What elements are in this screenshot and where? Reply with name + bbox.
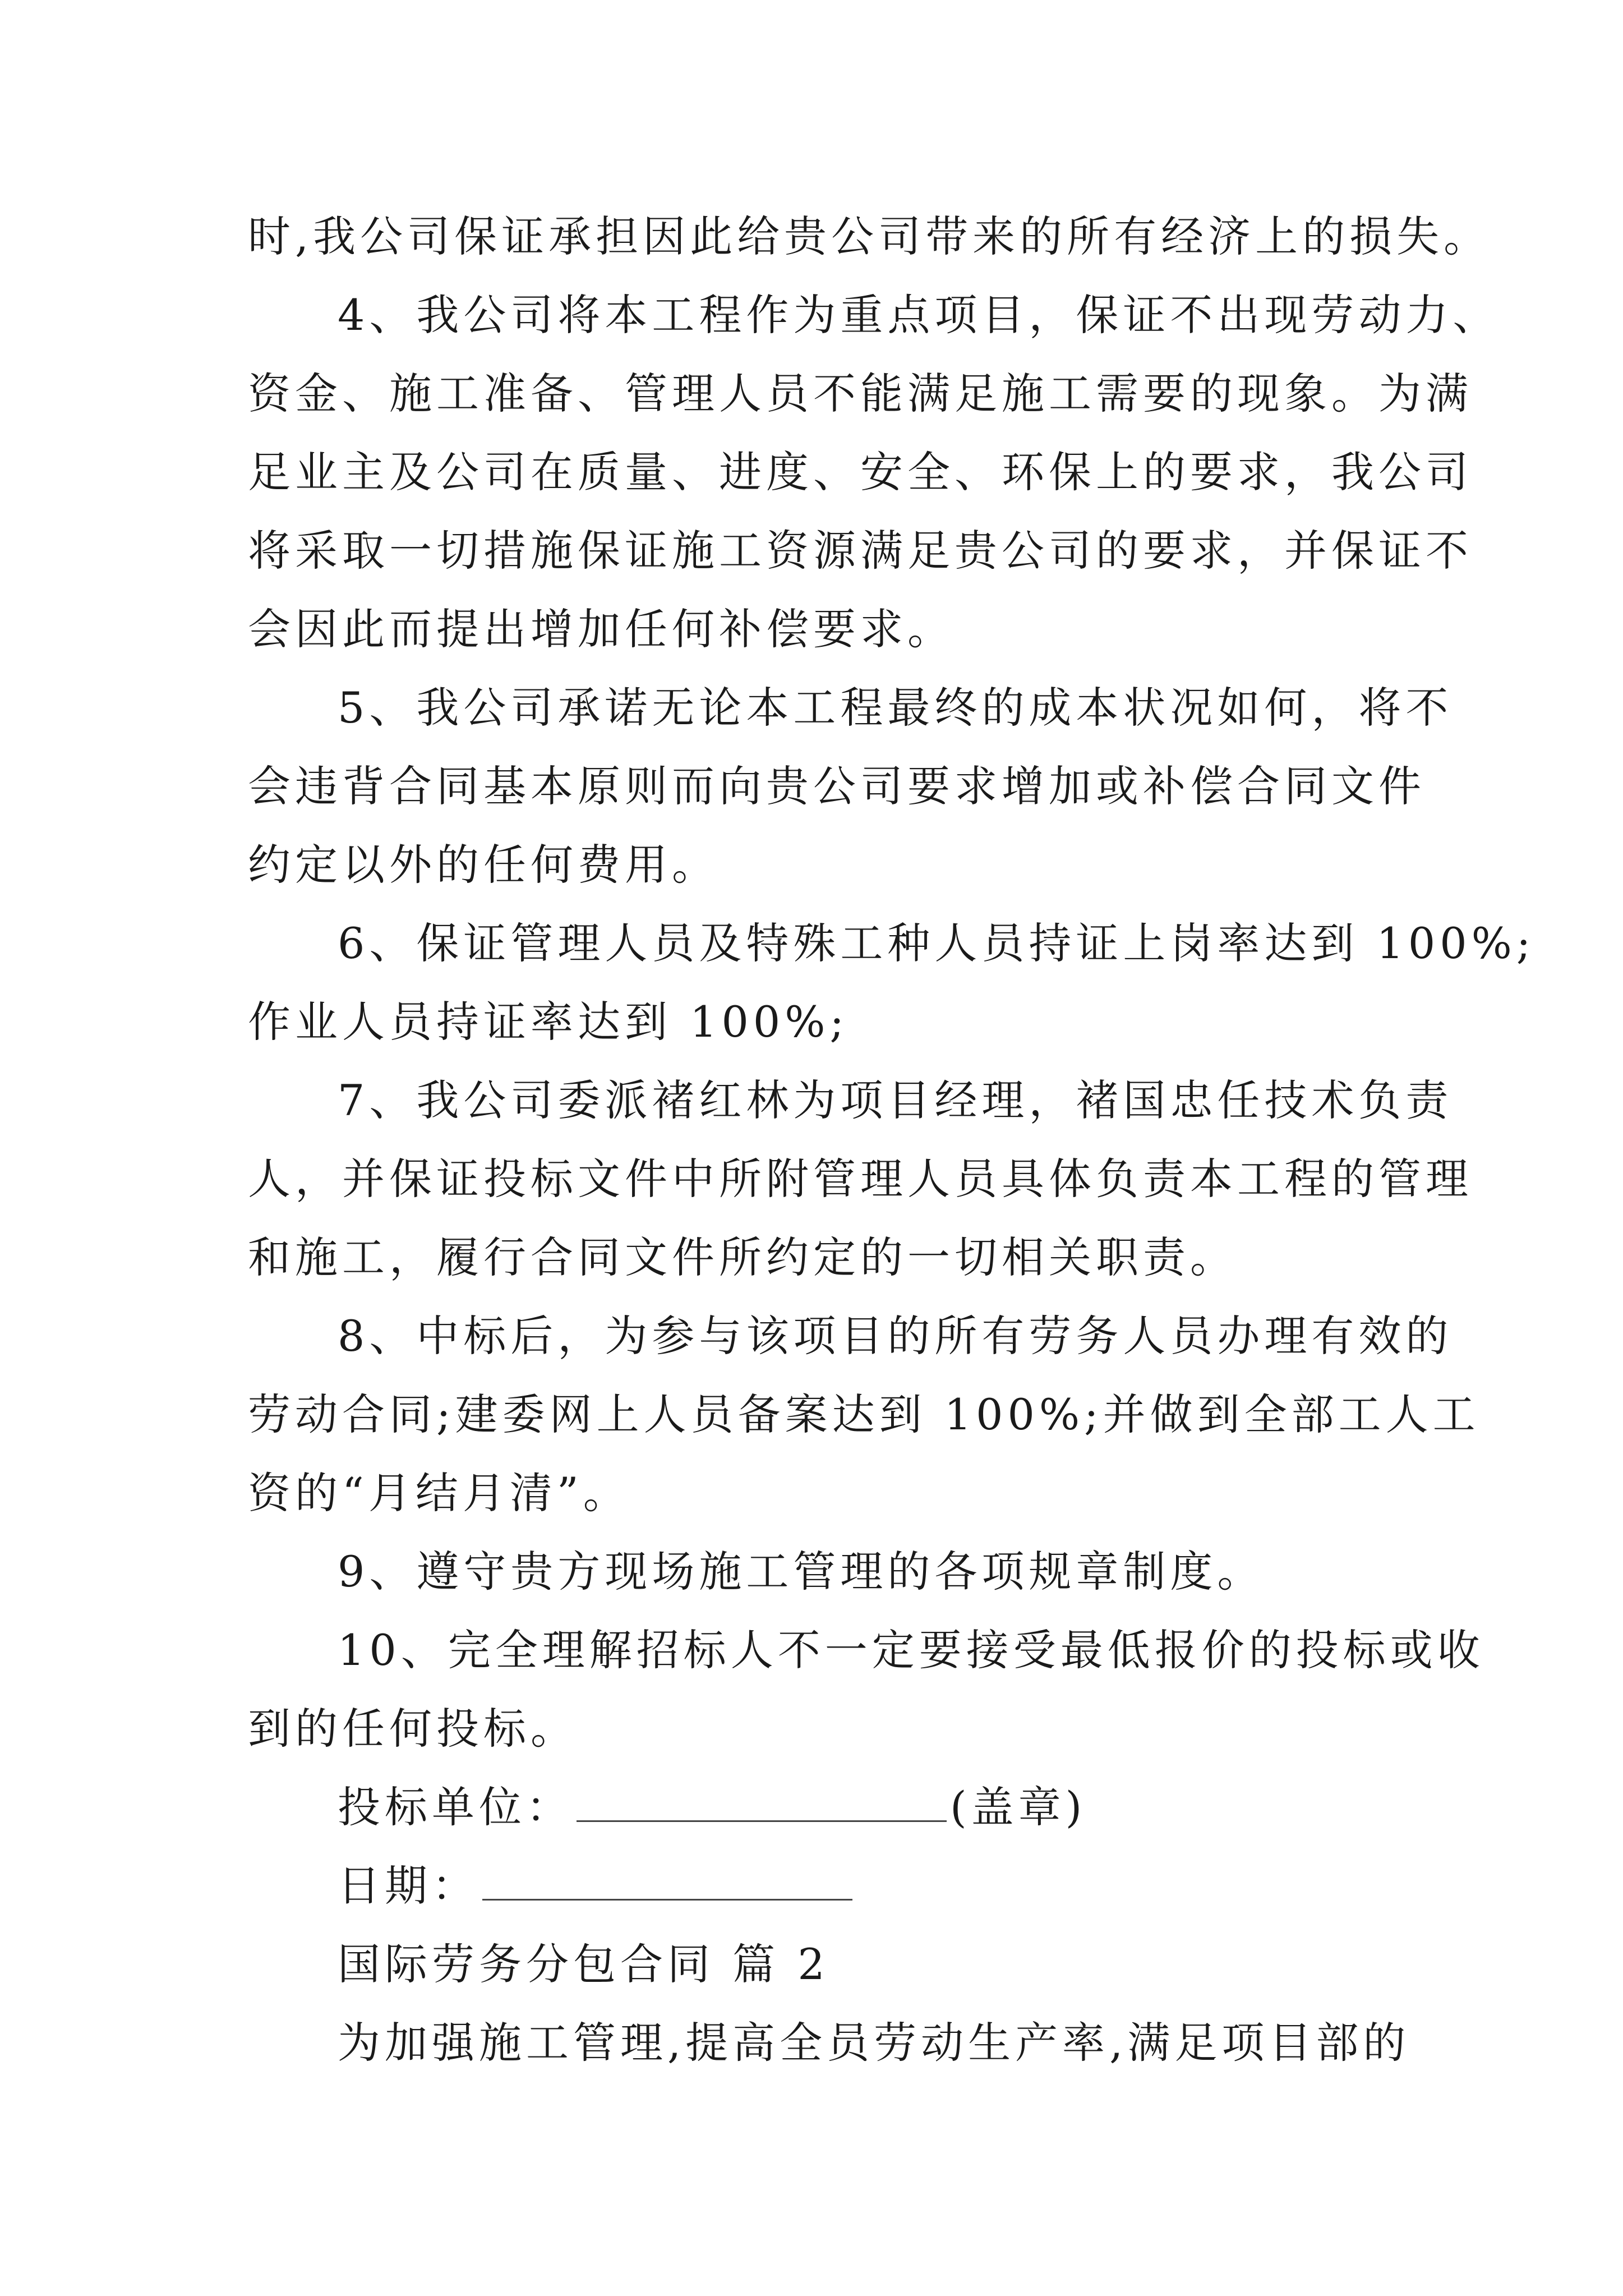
body-line: 作业人员持证率达到 100%; xyxy=(248,997,849,1047)
body-line: 5、我公司承诺无论本工程最终的成本状况如何，将不 xyxy=(338,683,1453,733)
document-page xyxy=(248,197,1536,2082)
body-line: 为加强施工管理,提高全员劳动生产率,满足项目部的 xyxy=(338,2018,1410,2068)
body-line: 约定以外的任何费用。 xyxy=(248,840,719,890)
date-blank xyxy=(482,1863,852,1901)
body-line: 资金、施工准备、管理人员不能满足施工需要的现象。为满 xyxy=(248,369,1473,418)
unit-label: 投标单位： xyxy=(338,1782,573,1832)
body-line: 和施工，履行合同文件所约定的一切相关职责。 xyxy=(248,1232,1237,1282)
body-line: 9、遵守贵方现场施工管理的各项规章制度。 xyxy=(338,1547,1265,1596)
signature-unit-line xyxy=(248,1768,1437,1847)
body-line: 10、完全理解招标人不一定要接受最低报价的投标或收 xyxy=(338,1625,1484,1675)
body-line: 将采取一切措施保证施工资源满足贵公司的要求，并保证不 xyxy=(248,526,1473,576)
seal-label: (盖章) xyxy=(950,1782,1087,1832)
unit-blank xyxy=(577,1784,947,1822)
date-label: 日期： xyxy=(338,1861,479,1911)
body-line: 到的任何投标。 xyxy=(248,1704,578,1754)
body-line: 人，并保证投标文件中所附管理人员具体负责本工程的管理 xyxy=(248,1154,1473,1204)
body-line: 会因此而提出增加任何补偿要求。 xyxy=(248,604,955,654)
body-line: 足业主及公司在质量、进度、安全、环保上的要求，我公司 xyxy=(248,447,1473,497)
body-line: 8、中标后，为参与该项目的所有劳务人员办理有效的 xyxy=(338,1311,1453,1361)
signature-date-line xyxy=(248,1847,1437,1925)
section-title: 国际劳务分包合同 篇 2 xyxy=(338,1939,829,1989)
body-line: 7、我公司委派褚红林为项目经理，褚国忠任技术负责 xyxy=(338,1075,1453,1125)
body-line: 4、我公司将本工程作为重点项目，保证不出现劳动力、 xyxy=(338,290,1500,340)
body-line: 资的“月结月清”。 xyxy=(248,1468,630,1518)
body-line: 6、保证管理人员及特殊工种人员持证上岗率达到 100%; xyxy=(338,918,1536,968)
body-line: 劳动合同;建委网上人员备案达到 100%;并做到全部工人工 xyxy=(248,1389,1480,1439)
body-line: 会违背合同基本原则而向贵公司要求增加或补偿合同文件 xyxy=(248,761,1426,811)
body-line: 时,我公司保证承担因此给贵公司带来的所有经济上的损失。 xyxy=(248,211,1491,261)
